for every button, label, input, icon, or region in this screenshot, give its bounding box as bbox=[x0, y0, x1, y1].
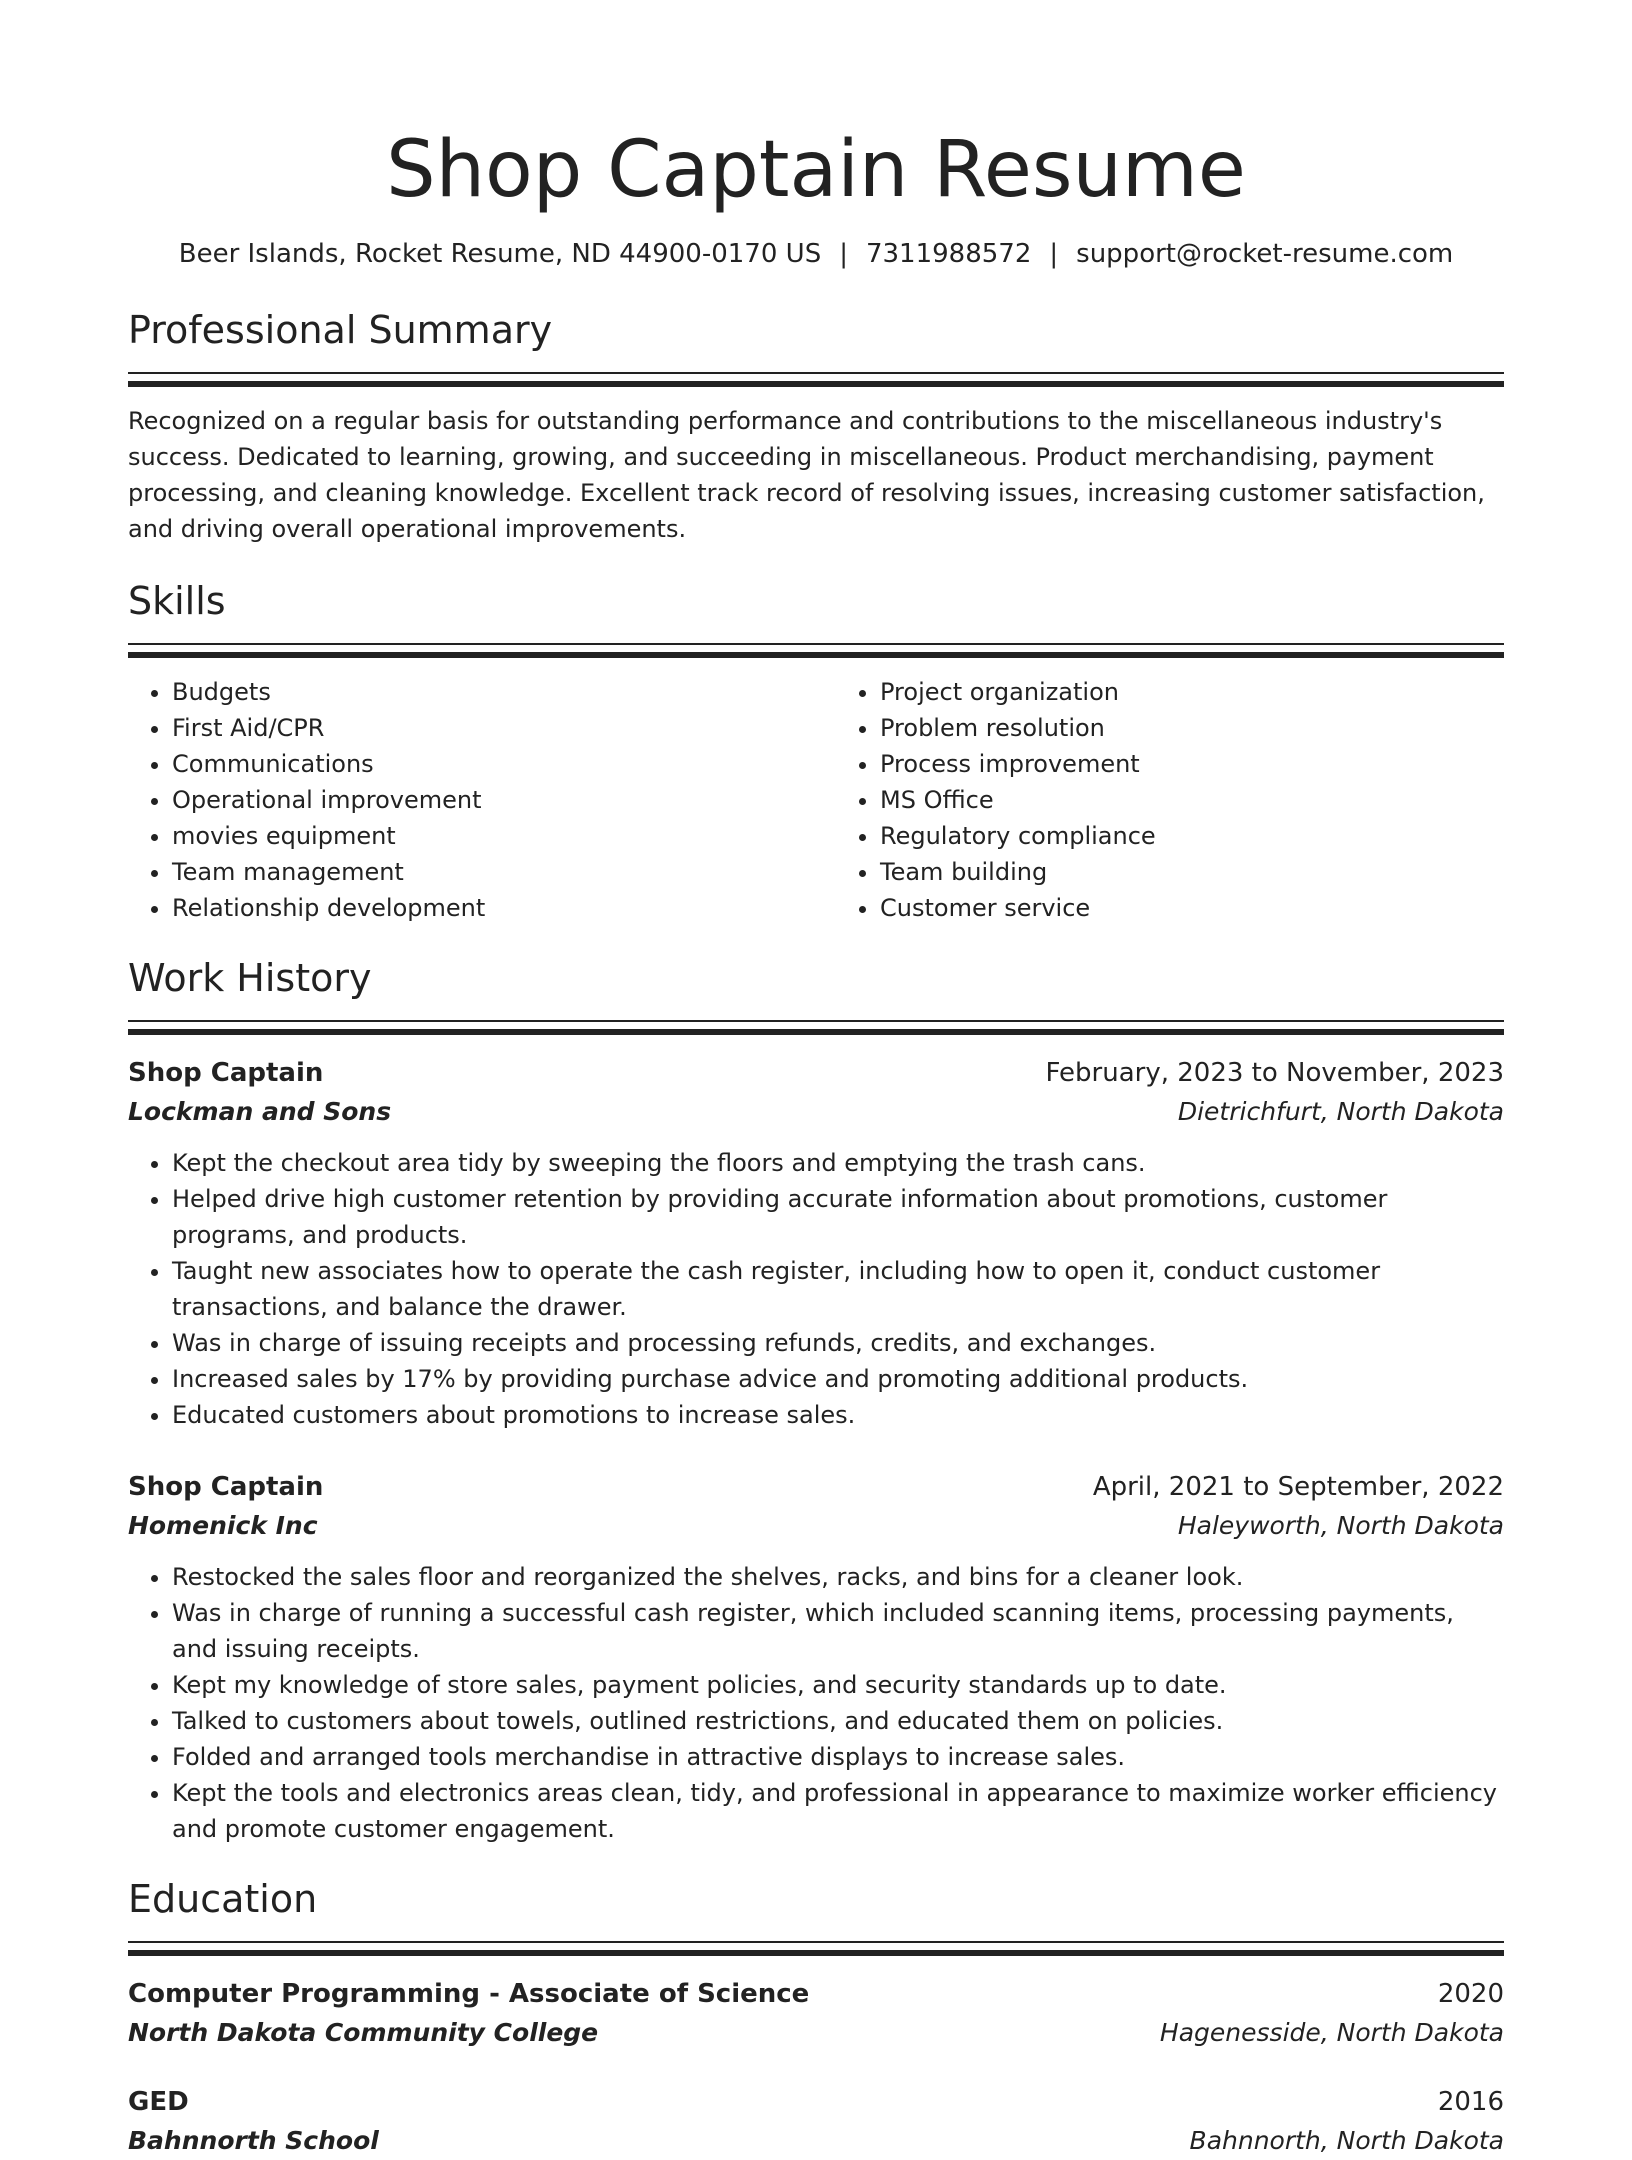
education-year: 2020 bbox=[1437, 1979, 1504, 2009]
education-entry bbox=[128, 2082, 1504, 2160]
contact-email: support@rocket-resume.com bbox=[1076, 239, 1454, 269]
skill-item: • Relationship development bbox=[172, 890, 796, 926]
job-bullet: • Talked to customers about towels, outlined restrictions, and educated them on policies. bbox=[172, 1703, 1504, 1739]
skill-item: • Team building bbox=[880, 854, 1504, 890]
skill-item: • Customer service bbox=[880, 890, 1504, 926]
job-title: Shop Captain bbox=[128, 1058, 324, 1088]
job-company-row bbox=[128, 1507, 1504, 1545]
job-title: Shop Captain bbox=[128, 1472, 324, 1502]
job-location: Haleyworth, North Dakota bbox=[1177, 1511, 1504, 1540]
job-bullet: • Kept the checkout area tidy by sweeping the floors and emptying the trash cans. bbox=[172, 1145, 1504, 1181]
skill-item: • Process improvement bbox=[880, 746, 1504, 782]
skill-item: • Budgets bbox=[172, 674, 796, 710]
skills-grid bbox=[128, 674, 1504, 926]
summary-text: Recognized on a regular basis for outstanding performance and contributions to the miscellaneous industry's success. Dedicated to learning, growing, and succeeding in miscellaneous. Product merchandising, payment processing, and cleaning knowledge. Excellent track record of resolving issues, increasing customer satisfaction, and driving overall operational improvements. bbox=[128, 407, 1485, 543]
skills-list-right bbox=[836, 674, 1504, 926]
job-bullet: • Kept my knowledge of store sales, payment policies, and security standards up to date. bbox=[172, 1667, 1504, 1703]
education-location: Bahnnorth, North Dakota bbox=[1189, 2126, 1504, 2155]
job-location: Dietrichfurt, North Dakota bbox=[1177, 1097, 1504, 1126]
job-bullet: • Educated customers about promotions to increase sales. bbox=[172, 1397, 1504, 1433]
section-title-summary: Professional Summary bbox=[128, 308, 553, 352]
job-dates: February, 2023 to November, 2023 bbox=[1045, 1058, 1504, 1088]
skill-item: • Regulatory compliance bbox=[880, 818, 1504, 854]
summary-section bbox=[128, 304, 1504, 547]
skill-item: • Team management bbox=[172, 854, 796, 890]
work-history-section bbox=[128, 952, 1504, 1847]
education-year: 2016 bbox=[1437, 2087, 1504, 2117]
education-section bbox=[128, 1873, 1504, 2160]
job-header-row bbox=[128, 1053, 1504, 1093]
contact-separator: | bbox=[839, 239, 848, 269]
education-school: Bahnnorth School bbox=[128, 2126, 379, 2155]
job-company: Homenick Inc bbox=[128, 1511, 318, 1540]
section-title-education: Education bbox=[128, 1877, 318, 1921]
job-bullet: • Increased sales by 17% by providing purchase advice and promoting additional products. bbox=[172, 1361, 1504, 1397]
education-degree: Computer Programming - Associate of Science bbox=[128, 1979, 810, 2009]
education-header-row bbox=[128, 1974, 1504, 2014]
skill-item: • Problem resolution bbox=[880, 710, 1504, 746]
job-bullet: • Was in charge of running a successful cash register, which included scanning items, processing payments, and issuing receipts. bbox=[172, 1595, 1504, 1667]
job-company-row bbox=[128, 1093, 1504, 1131]
job-bullet: • Was in charge of issuing receipts and processing refunds, credits, and exchanges. bbox=[172, 1325, 1504, 1361]
section-divider bbox=[128, 372, 1504, 387]
contact-address: Beer Islands, Rocket Resume, ND 44900-0170 US bbox=[178, 239, 822, 269]
section-title-skills: Skills bbox=[128, 579, 226, 623]
section-title-work-history: Work History bbox=[128, 956, 372, 1000]
section-divider bbox=[128, 1020, 1504, 1035]
job-bullets bbox=[128, 1145, 1504, 1433]
job-entry bbox=[128, 1053, 1504, 1433]
education-header-row bbox=[128, 2082, 1504, 2122]
skill-item: • movies equipment bbox=[172, 818, 796, 854]
education-degree: GED bbox=[128, 2087, 189, 2117]
job-bullet: • Kept the tools and electronics areas clean, tidy, and professional in appearance to maximize worker efficiency and promote customer engagement. bbox=[172, 1775, 1504, 1847]
skills-list-left bbox=[128, 674, 796, 926]
skill-item: • Communications bbox=[172, 746, 796, 782]
education-entry bbox=[128, 1974, 1504, 2052]
education-location: Hagenesside, North Dakota bbox=[1159, 2018, 1504, 2047]
job-company: Lockman and Sons bbox=[128, 1097, 392, 1126]
job-bullet: • Restocked the sales floor and reorganized the shelves, racks, and bins for a cleaner look. bbox=[172, 1559, 1504, 1595]
contact-phone: 7311988572 bbox=[865, 239, 1032, 269]
education-school: North Dakota Community College bbox=[128, 2018, 599, 2047]
skill-item: • MS Office bbox=[880, 782, 1504, 818]
contact-separator: | bbox=[1049, 239, 1059, 269]
job-bullets bbox=[128, 1559, 1504, 1847]
job-bullet: • Taught new associates how to operate the cash register, including how to open it, conduct customer transactions, and balance the drawer. bbox=[172, 1253, 1504, 1325]
skill-item: • Project organization bbox=[880, 674, 1504, 710]
skill-item: • First Aid/CPR bbox=[172, 710, 796, 746]
resume-name: Shop Captain Resume bbox=[386, 125, 1246, 215]
section-divider bbox=[128, 1941, 1504, 1956]
skills-section bbox=[128, 575, 1504, 926]
education-school-row bbox=[128, 2014, 1504, 2052]
skill-item: • Operational improvement bbox=[172, 782, 796, 818]
job-dates: April, 2021 to September, 2022 bbox=[1092, 1472, 1504, 1502]
contact-line bbox=[128, 234, 1504, 274]
job-bullet: • Helped drive high customer retention by providing accurate information about promotions, customer programs, and products. bbox=[172, 1181, 1504, 1253]
job-bullet: • Folded and arranged tools merchandise in attractive displays to increase sales. bbox=[172, 1739, 1504, 1775]
job-entry bbox=[128, 1467, 1504, 1847]
education-school-row bbox=[128, 2122, 1504, 2160]
job-header-row bbox=[128, 1467, 1504, 1507]
section-divider bbox=[128, 643, 1504, 658]
